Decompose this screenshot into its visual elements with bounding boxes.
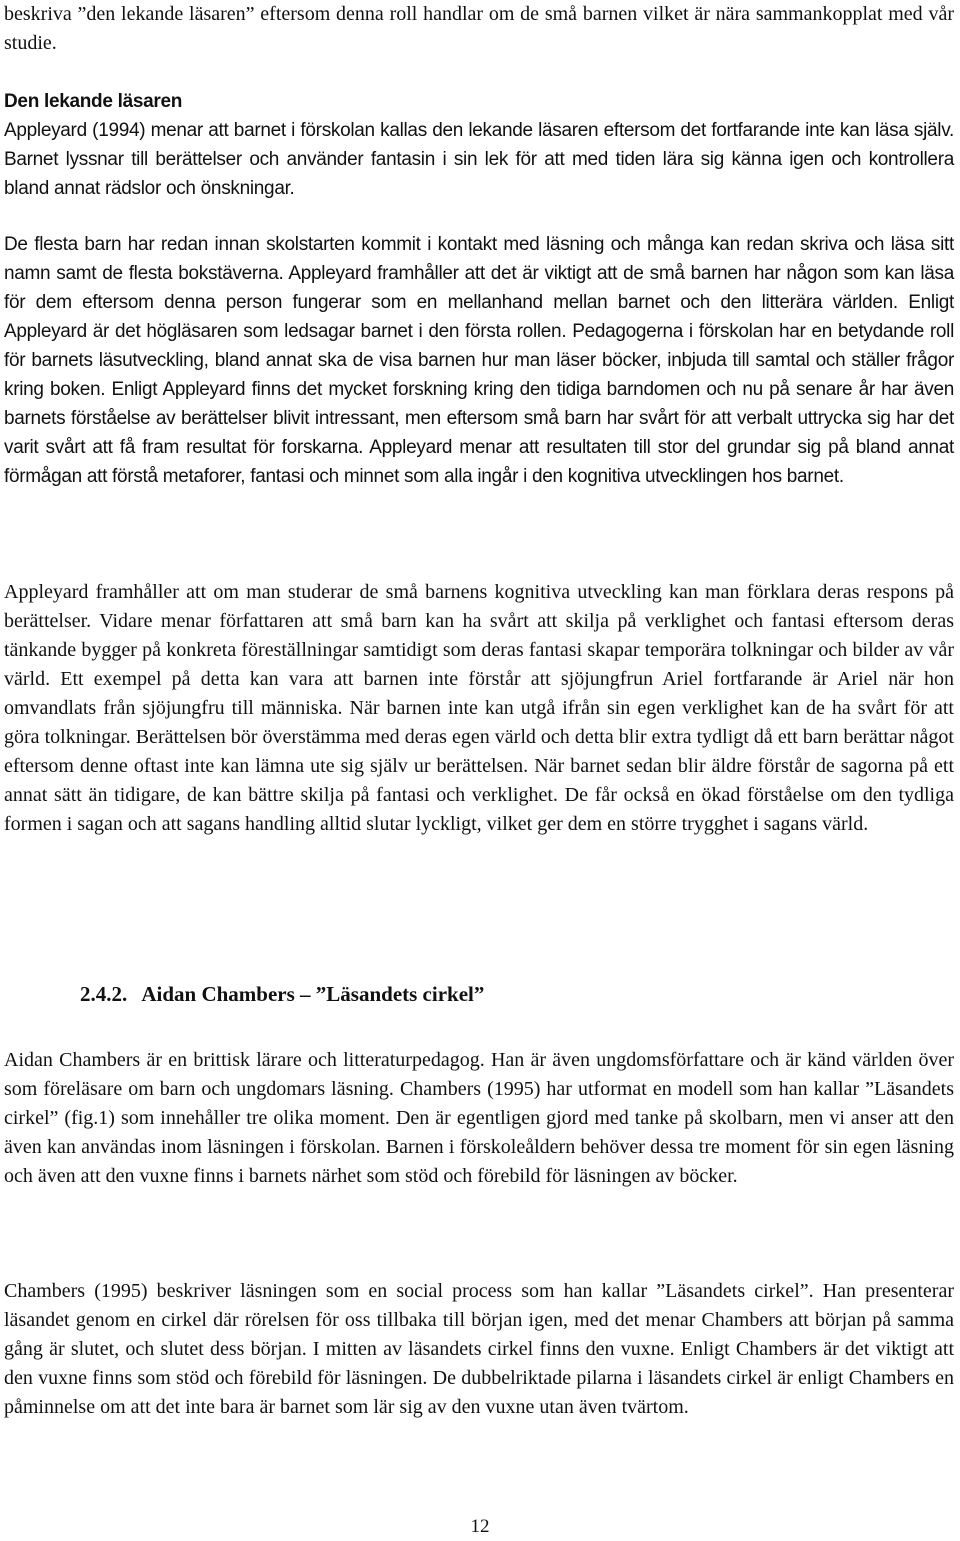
section-heading: Den lekande läsaren	[4, 91, 183, 112]
paragraph: De flesta barn har redan innan skolstarten kommit i kontakt med läsning och många kan redan skriva och läsa sitt namn samt de flesta bokstäverna. Appleyard framhåller att det är viktigt att de små barnen har någon som kan läsa för dem eftersom denna person fungerar som en mellanhand mellan barnet och den litterära världen. Enligt Appleyard är det högläsaren som ledsagar barnet i den första rollen. Pedagogerna i förskolan har en betydande roll för barnets läsutveckling, bland annat ska de visa barnen hur man läser böcker, inbjuda till samtal och ställer frågor kring boken. Enligt Appleyard finns det mycket forskning kring den tidiga barndomen och nu på senare år har även barnets förståelse av berättelser blivit intressant, men eftersom små barn har svårt för att verbalt uttrycka sig har det varit svårt att få fram resultat för forskarna. Appleyard menar att resultaten till stor del grundar sig på bland annat förmågan att förstå metaforer, fantasi och minnet som alla ingår i den kognitiva utvecklingen hos barnet.	[4, 234, 954, 487]
section-heading-2-4-2	[80, 982, 484, 1007]
paragraph: Aidan Chambers är en brittisk lärare och litteraturpedagog. Han är även ungdomsförfattare och är känd världen över som föreläsare om barn och ungdomars läsning. Chambers (1995) har utformat en modell som han kallar ”Läsandets cirkel” (fig.1) som innehåller tre olika moment. Den är egentligen gjord med tanke på skolbarn, men vi anser att den även kan användas inom läsningen i förskolan. Barnen i förskoleåldern behöver dessa tre moment för sin egen läsning och även att den vuxne finns i barnets närhet som stöd och förebild för läsningen av böcker.	[4, 1049, 954, 1187]
heading-number: 2.4.2.	[80, 982, 128, 1006]
paragraph-body: Appleyard (1994) menar att barnet i förskolan kallas den lekande läsaren eftersom det fortfarande inte kan läsa själv. Barnet lyssnar till berättelser och använder fantasin i sin lek för att med tiden lära sig känna igen och kontrollera bland annat rädslor och önskningar.	[4, 120, 954, 199]
heading-title: Aidan Chambers – ”Läsandets cirkel”	[141, 982, 485, 1006]
section-lekande-lasaren	[4, 87, 954, 203]
paragraph-continuation: beskriva ”den lekande läsaren” eftersom denna roll handlar om de små barnen vilket är nära sammankopplat med vår studie.	[4, 3, 954, 54]
paragraph: Chambers (1995) beskriver läsningen som en social process som han kallar ”Läsandets cirkel”. Han presenterar läsandet genom en cirkel där rörelsen för oss tillbaka till början igen, med det menar Chambers att början på samma gång är slutet, och slutet dess början. I mitten av läsandets cirkel finns den vuxne. Enligt Chambers är det viktigt att den vuxne finns som stöd och förebild för läsningen. De dubbelriktade pilarna i läsandets cirkel är enligt Chambers en påminnelse om att det inte bara är barnet som lär sig av den vuxne utan även tvärtom.	[4, 1280, 954, 1418]
page-number: 12	[470, 1516, 490, 1537]
paragraph: Appleyard framhåller att om man studerar de små barnens kognitiva utveckling kan man förklara deras respons på berättelser. Vidare menar författaren att små barn kan ha svårt att skilja på verklighet och fantasi eftersom deras tänkande bygger på konkreta föreställningar samtidigt som deras fantasi skapar temporära tolkningar och bilder av vår värld. Ett exempel på detta kan vara att barnen inte förstår att sjöjungfrun Ariel fortfarande är Ariel när hon omvandlats från sjöjungfru till människa. När barnen inte kan utgå ifrån sin egen verklighet kan de ha svårt för att göra tolkningar. Berättelsen bör överstämma med deras egen värld och detta blir extra tydligt då ett barn berättar något eftersom denne oftast inte kan lämna ute sig själv ur berättelsen. När barnet sedan blir äldre förstår de sagorna på ett annat sätt än tidigare, de kan bättre skilja på fantasi och verklighet. De får också en ökad förståelse om den tydliga formen i sagan och att sagans handling alltid slutar lyckligt, vilket ger dem en större trygghet i sagans värld.	[4, 581, 954, 835]
